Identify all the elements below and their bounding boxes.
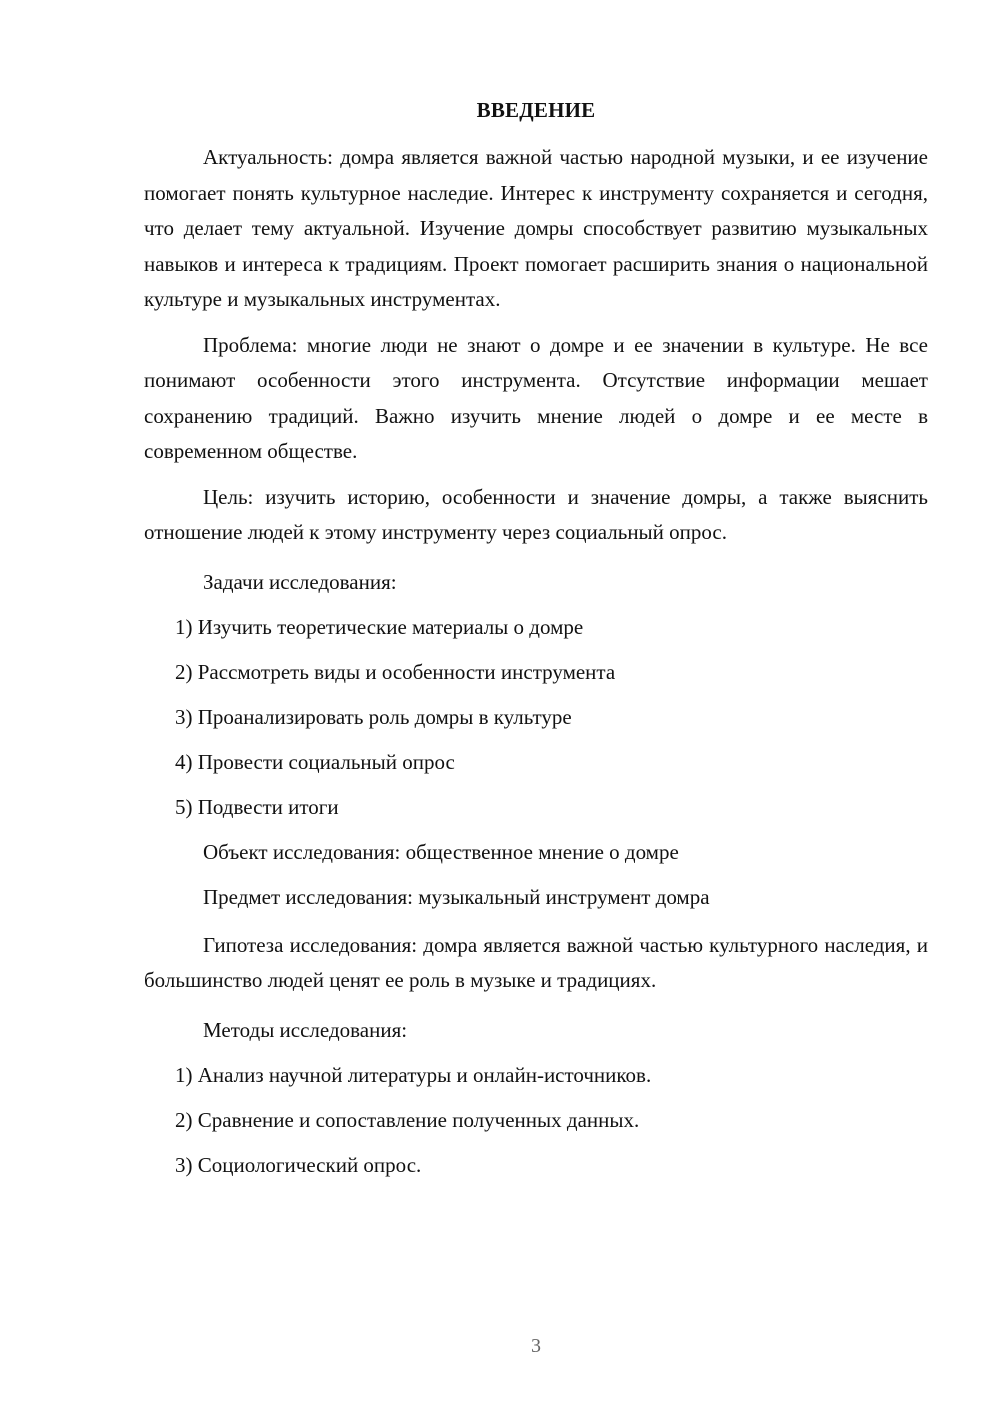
tasks-label: Задачи исследования:	[203, 569, 397, 594]
tasks-list	[144, 613, 928, 821]
method-item: 3) Социологический опрос.	[175, 1152, 422, 1177]
task-item: 1) Изучить теоретические материалы о домре	[175, 614, 584, 639]
method-item: 1) Анализ научной литературы и онлайн-источников.	[175, 1062, 652, 1087]
section-heading: ВВЕДЕНИЕ	[476, 98, 596, 122]
method-item: 2) Сравнение и сопоставление полученных данных.	[175, 1107, 640, 1132]
subject-line: Предмет исследования: музыкальный инструмент домра	[203, 884, 710, 909]
relevance-paragraph: Актуальность: домра является важной частью народной музыки, и ее изучение помогает понять культурное наследие. Интерес к инструменту сохраняется и сегодня, что делает тему актуальной. Изучение домры способствует развитию музыкальных навыков и интереса к традициям. Проект помогает расширить знания о национальной культуре и музыкальных инструментах.	[144, 145, 928, 311]
problem-paragraph: Проблема: многие люди не знают о домре и ее значении в культуре. Не все понимают особенности этого инструмента. Отсутствие информации мешает сохранению традиций. Важно изучить мнение людей о домре и ее месте в современном обществе.	[144, 332, 928, 463]
object-line: Объект исследования: общественное мнение о домре	[203, 839, 679, 864]
hypothesis-paragraph: Гипотеза исследования: домра является важной частью культурного наследия, и большинство людей ценят ее роль в музыке и традициях.	[144, 932, 928, 992]
task-item: 5) Подвести итоги	[175, 794, 339, 819]
page-number: 3	[531, 1335, 541, 1357]
methods-label: Методы исследования:	[203, 1017, 408, 1042]
goal-paragraph: Цель: изучить историю, особенности и значение домры, а также выяснить отношение людей к этому инструменту через социальный опрос.	[144, 484, 928, 544]
page-content	[144, 96, 928, 1196]
task-item: 2) Рассмотреть виды и особенности инструмента	[175, 659, 616, 684]
task-item: 4) Провести социальный опрос	[175, 749, 455, 774]
task-item: 3) Проанализировать роль домры в культуре	[175, 704, 572, 729]
methods-list	[144, 1061, 928, 1179]
